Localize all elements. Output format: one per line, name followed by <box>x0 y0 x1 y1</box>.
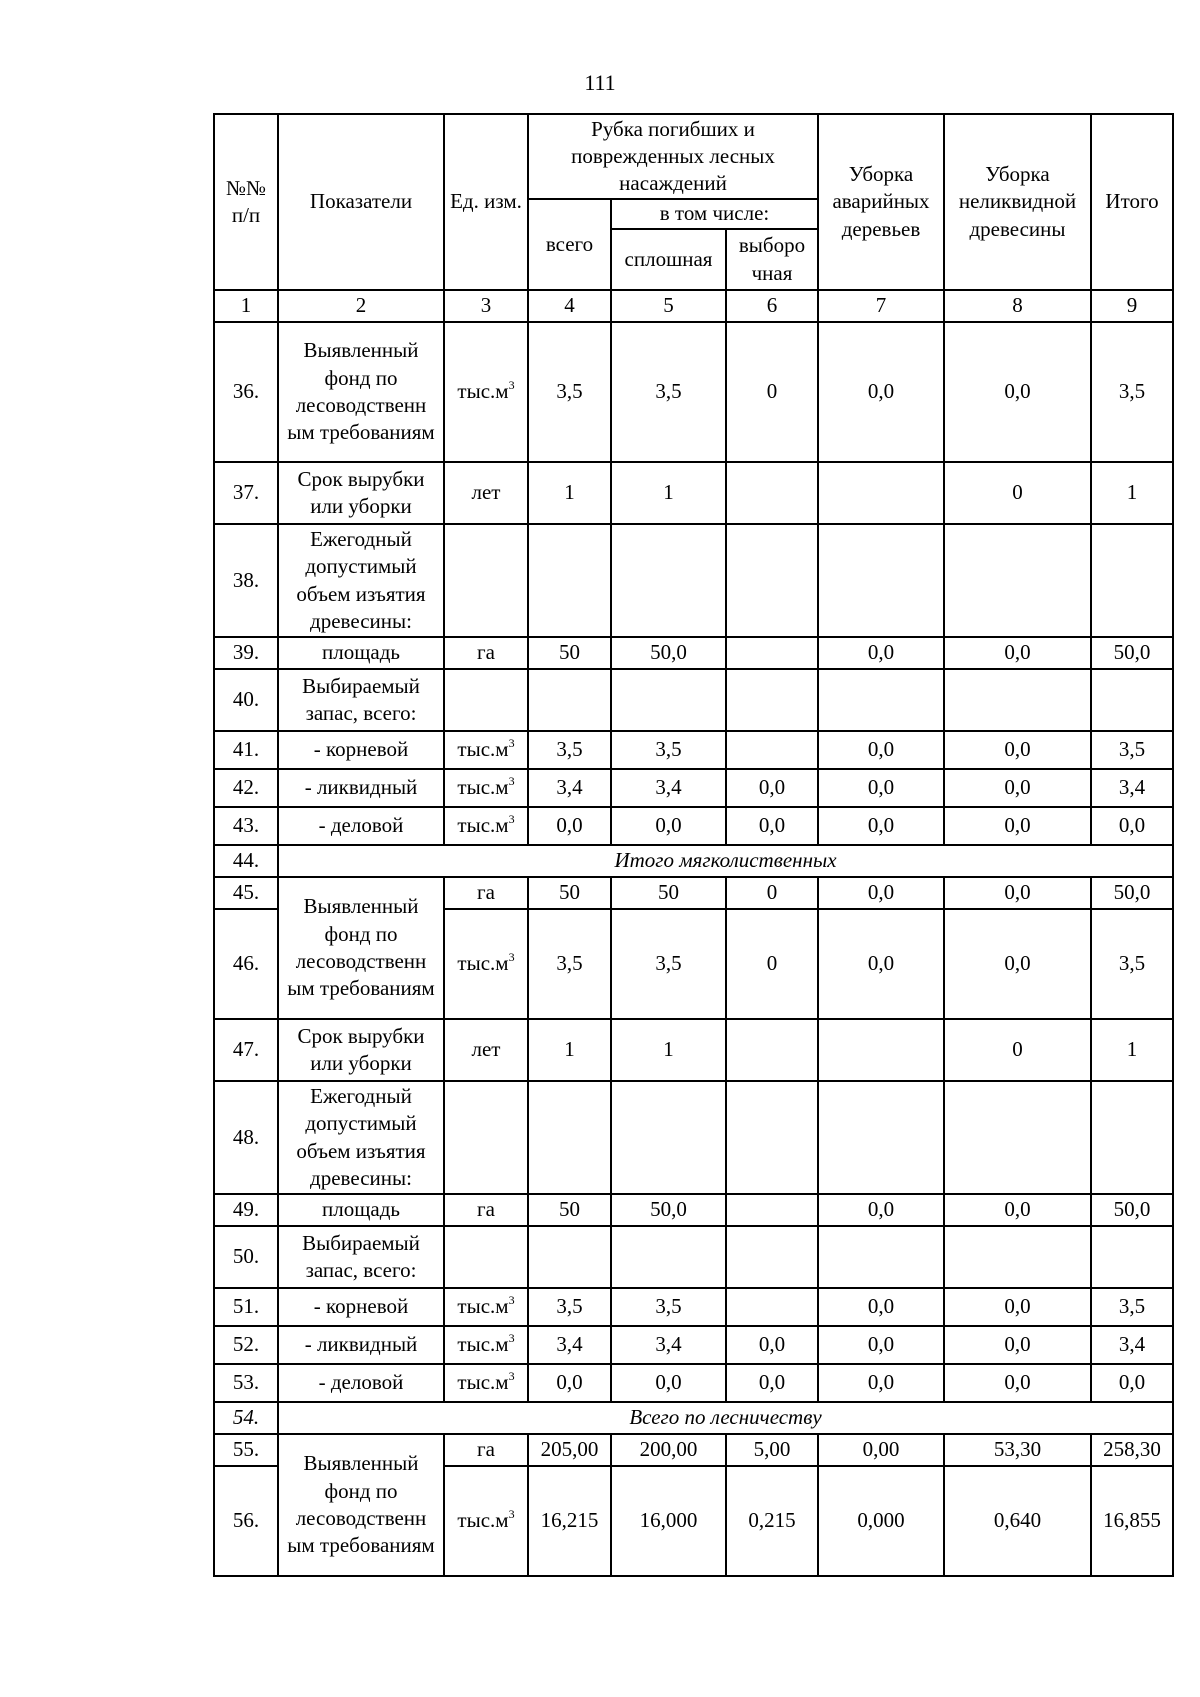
unit-text: тыс.м <box>457 1294 509 1319</box>
unit-superscript: 3 <box>508 1507 515 1522</box>
value-cell <box>944 524 1091 637</box>
indicator-label: Срок вырубки или уборки <box>278 462 444 524</box>
column-number: 3 <box>444 290 528 322</box>
value-cell: 0,640 <box>944 1466 1091 1576</box>
table-row <box>214 322 1173 462</box>
table-row <box>214 1402 1173 1434</box>
header-illiquid: Уборка неликвидной древесины <box>944 114 1091 290</box>
value-cell: 3,5 <box>611 322 726 462</box>
value-cell: 0,0 <box>944 322 1091 462</box>
unit-cell <box>444 669 528 731</box>
indicator-label: Ежегодный допустимый объем изъятия древесины: <box>278 1081 444 1194</box>
value-cell: 0 <box>726 877 818 909</box>
forest-data-table <box>213 113 1174 1577</box>
value-cell: 0,0 <box>944 807 1091 845</box>
row-number: 42. <box>214 769 278 807</box>
indicator-label: Срок вырубки или уборки <box>278 1019 444 1081</box>
unit-superscript: 3 <box>508 774 515 789</box>
value-cell: 0,0 <box>611 1364 726 1402</box>
value-cell <box>528 669 611 731</box>
value-cell <box>528 1226 611 1288</box>
section-title: Итого мягколиственных <box>278 845 1173 877</box>
value-cell: 0,0 <box>818 322 944 462</box>
value-cell <box>611 669 726 731</box>
value-cell: 53,30 <box>944 1434 1091 1466</box>
unit-text: га <box>477 1437 495 1462</box>
value-cell: 16,855 <box>1091 1466 1173 1576</box>
header-indicators: Показатели <box>278 114 444 290</box>
value-cell: 0,0 <box>818 769 944 807</box>
header-selective: выборо чная <box>726 229 818 290</box>
row-number: 41. <box>214 731 278 769</box>
value-cell: 3,4 <box>611 1326 726 1364</box>
row-number: 46. <box>214 909 278 1019</box>
value-cell: 0,0 <box>944 1326 1091 1364</box>
page-number: 111 <box>584 70 616 95</box>
value-cell <box>726 1226 818 1288</box>
unit-superscript: 3 <box>508 1331 515 1346</box>
value-cell: 0,0 <box>726 807 818 845</box>
unit-text: тыс.м <box>457 737 509 762</box>
indicator-label: - корневой <box>278 1288 444 1326</box>
unit-cell <box>444 462 528 524</box>
value-cell: 0,0 <box>528 807 611 845</box>
header-itogo: Итого <box>1091 114 1173 290</box>
indicator-label: - корневой <box>278 731 444 769</box>
table-row <box>214 669 1173 731</box>
value-cell: 16,000 <box>611 1466 726 1576</box>
value-cell <box>944 1081 1091 1194</box>
value-cell: 50 <box>528 877 611 909</box>
unit-superscript: 3 <box>508 1369 515 1384</box>
indicator-label: - ликвидный <box>278 1326 444 1364</box>
column-number: 1 <box>214 290 278 322</box>
value-cell: 3,5 <box>528 1288 611 1326</box>
column-number: 5 <box>611 290 726 322</box>
header-felling: Рубка погибших и поврежденных лесных насаждений <box>528 114 818 199</box>
value-cell <box>818 1081 944 1194</box>
indicator-label: Выявленный фонд по лесоводственн ым требованиям <box>278 1434 444 1576</box>
value-cell: 0,0 <box>944 909 1091 1019</box>
value-cell: 3,5 <box>528 909 611 1019</box>
table-row <box>214 637 1173 669</box>
value-cell: 0,215 <box>726 1466 818 1576</box>
value-cell: 0,0 <box>944 1364 1091 1402</box>
indicator-label: площадь <box>278 637 444 669</box>
value-cell: 0,0 <box>818 731 944 769</box>
unit-cell <box>444 909 528 1019</box>
value-cell: 0,0 <box>1091 1364 1173 1402</box>
unit-cell <box>444 637 528 669</box>
value-cell: 0 <box>944 462 1091 524</box>
value-cell: 3,4 <box>1091 769 1173 807</box>
value-cell <box>611 524 726 637</box>
value-cell: 3,5 <box>528 731 611 769</box>
value-cell: 0,0 <box>818 807 944 845</box>
value-cell: 0,0 <box>726 769 818 807</box>
value-cell: 3,4 <box>611 769 726 807</box>
table-row <box>214 462 1173 524</box>
value-cell: 0,0 <box>944 769 1091 807</box>
section-title: Всего по лесничеству <box>278 1402 1173 1434</box>
value-cell: 50,0 <box>1091 1194 1173 1226</box>
unit-text: тыс.м <box>457 813 509 838</box>
value-cell <box>944 1226 1091 1288</box>
value-cell: 5,00 <box>726 1434 818 1466</box>
unit-cell <box>444 877 528 909</box>
value-cell: 258,30 <box>1091 1434 1173 1466</box>
unit-text: тыс.м <box>457 1370 509 1395</box>
value-cell: 0 <box>944 1019 1091 1081</box>
column-number: 7 <box>818 290 944 322</box>
value-cell: 3,5 <box>1091 1288 1173 1326</box>
value-cell: 0,0 <box>726 1326 818 1364</box>
value-cell: 0,0 <box>818 1326 944 1364</box>
value-cell: 16,215 <box>528 1466 611 1576</box>
value-cell <box>611 1081 726 1194</box>
row-number: 40. <box>214 669 278 731</box>
value-cell: 0,0 <box>528 1364 611 1402</box>
row-number: 55. <box>214 1434 278 1466</box>
value-cell <box>818 524 944 637</box>
row-number: 36. <box>214 322 278 462</box>
value-cell: 0,0 <box>944 877 1091 909</box>
value-cell: 1 <box>528 462 611 524</box>
unit-cell <box>444 1081 528 1194</box>
unit-cell <box>444 1019 528 1081</box>
value-cell <box>726 524 818 637</box>
header-total: всего <box>528 199 611 290</box>
unit-text: га <box>477 640 495 665</box>
indicator-label: Выбираемый запас, всего: <box>278 669 444 731</box>
row-number: 43. <box>214 807 278 845</box>
row-number: 53. <box>214 1364 278 1402</box>
value-cell <box>726 637 818 669</box>
row-number: 45. <box>214 877 278 909</box>
value-cell: 1 <box>611 462 726 524</box>
table-row <box>214 1434 1173 1466</box>
unit-cell <box>444 1226 528 1288</box>
unit-cell <box>444 1288 528 1326</box>
unit-superscript: 3 <box>508 812 515 827</box>
unit-text: га <box>477 880 495 905</box>
header-including: в том числе: <box>611 199 818 229</box>
indicator-label: площадь <box>278 1194 444 1226</box>
value-cell: 0,0 <box>818 637 944 669</box>
unit-cell <box>444 1194 528 1226</box>
row-number: 44. <box>214 845 278 877</box>
row-number: 52. <box>214 1326 278 1364</box>
table-row <box>214 769 1173 807</box>
header-clear: сплошная <box>611 229 726 290</box>
value-cell: 0,0 <box>818 1194 944 1226</box>
table-row <box>214 1288 1173 1326</box>
value-cell: 50,0 <box>611 1194 726 1226</box>
value-cell: 200,00 <box>611 1434 726 1466</box>
value-cell: 50,0 <box>1091 637 1173 669</box>
unit-superscript: 3 <box>508 950 515 965</box>
header-num: №№ п/п <box>214 114 278 290</box>
value-cell <box>818 1226 944 1288</box>
value-cell <box>726 669 818 731</box>
value-cell: 50 <box>528 637 611 669</box>
value-cell: 0,0 <box>818 909 944 1019</box>
unit-text: тыс.м <box>457 379 509 404</box>
value-cell <box>726 462 818 524</box>
table-row <box>214 524 1173 637</box>
value-cell <box>726 1081 818 1194</box>
value-cell: 0,0 <box>944 1288 1091 1326</box>
value-cell: 205,00 <box>528 1434 611 1466</box>
value-cell: 1 <box>1091 462 1173 524</box>
unit-cell <box>444 807 528 845</box>
value-cell: 0,0 <box>818 1288 944 1326</box>
header-emergency: Уборка аварийных деревьев <box>818 114 944 290</box>
value-cell: 3,5 <box>611 731 726 769</box>
column-number: 4 <box>528 290 611 322</box>
column-number: 8 <box>944 290 1091 322</box>
table-row <box>214 731 1173 769</box>
value-cell: 3,5 <box>528 322 611 462</box>
row-number: 56. <box>214 1466 278 1576</box>
value-cell: 0 <box>726 322 818 462</box>
value-cell <box>611 1226 726 1288</box>
table-row <box>214 1019 1173 1081</box>
unit-cell <box>444 1326 528 1364</box>
value-cell <box>1091 1081 1173 1194</box>
value-cell: 3,4 <box>1091 1326 1173 1364</box>
value-cell: 0,0 <box>1091 807 1173 845</box>
value-cell: 50,0 <box>611 637 726 669</box>
row-number: 48. <box>214 1081 278 1194</box>
value-cell <box>528 1081 611 1194</box>
row-number: 49. <box>214 1194 278 1226</box>
unit-text: тыс.м <box>457 1332 509 1357</box>
value-cell: 50 <box>611 877 726 909</box>
value-cell <box>726 1019 818 1081</box>
value-cell <box>944 669 1091 731</box>
value-cell: 0,000 <box>818 1466 944 1576</box>
column-number: 9 <box>1091 290 1173 322</box>
value-cell: 0,0 <box>944 637 1091 669</box>
column-number-row <box>214 290 1173 322</box>
table-row <box>214 1081 1173 1194</box>
row-number: 51. <box>214 1288 278 1326</box>
row-number: 39. <box>214 637 278 669</box>
table-row <box>214 1194 1173 1226</box>
unit-cell <box>444 524 528 637</box>
column-number: 6 <box>726 290 818 322</box>
value-cell: 0,00 <box>818 1434 944 1466</box>
value-cell <box>726 1288 818 1326</box>
value-cell: 3,5 <box>1091 909 1173 1019</box>
unit-cell <box>444 731 528 769</box>
table-row <box>214 807 1173 845</box>
value-cell: 3,5 <box>1091 731 1173 769</box>
header-unit: Ед. изм. <box>444 114 528 290</box>
unit-text: тыс.м <box>457 775 509 800</box>
indicator-label: - ликвидный <box>278 769 444 807</box>
value-cell <box>726 1194 818 1226</box>
row-number: 50. <box>214 1226 278 1288</box>
value-cell: 1 <box>1091 1019 1173 1081</box>
table-row <box>214 1326 1173 1364</box>
unit-text: тыс.м <box>457 951 509 976</box>
value-cell: 50 <box>528 1194 611 1226</box>
unit-superscript: 3 <box>508 736 515 751</box>
unit-text: га <box>477 1197 495 1222</box>
unit-text: лет <box>471 1037 501 1062</box>
value-cell <box>1091 669 1173 731</box>
value-cell: 0,0 <box>944 731 1091 769</box>
unit-text: тыс.м <box>457 1508 509 1533</box>
unit-cell <box>444 1434 528 1466</box>
value-cell <box>1091 1226 1173 1288</box>
unit-cell <box>444 322 528 462</box>
value-cell: 0,0 <box>818 1364 944 1402</box>
indicator-label: Ежегодный допустимый объем изъятия древесины: <box>278 524 444 637</box>
unit-superscript: 3 <box>508 378 515 393</box>
value-cell: 3,5 <box>611 909 726 1019</box>
row-number: 38. <box>214 524 278 637</box>
row-number: 37. <box>214 462 278 524</box>
value-cell <box>528 524 611 637</box>
indicator-label: Выбираемый запас, всего: <box>278 1226 444 1288</box>
row-number: 47. <box>214 1019 278 1081</box>
value-cell: 3,5 <box>611 1288 726 1326</box>
value-cell: 3,4 <box>528 769 611 807</box>
indicator-label: Выявленный фонд по лесоводственн ым требованиям <box>278 877 444 1019</box>
row-number: 54. <box>214 1402 278 1434</box>
value-cell <box>726 731 818 769</box>
value-cell: 1 <box>528 1019 611 1081</box>
value-cell: 1 <box>611 1019 726 1081</box>
value-cell <box>818 462 944 524</box>
unit-cell <box>444 1364 528 1402</box>
unit-cell <box>444 769 528 807</box>
indicator-label: Выявленный фонд по лесоводственн ым требованиям <box>278 322 444 462</box>
table-row <box>214 1226 1173 1288</box>
value-cell: 0,0 <box>818 877 944 909</box>
unit-cell <box>444 1466 528 1576</box>
indicator-label: - деловой <box>278 1364 444 1402</box>
value-cell: 0,0 <box>611 807 726 845</box>
value-cell: 0,0 <box>726 1364 818 1402</box>
indicator-label: - деловой <box>278 807 444 845</box>
value-cell: 3,4 <box>528 1326 611 1364</box>
unit-text: лет <box>471 480 501 505</box>
value-cell: 0 <box>726 909 818 1019</box>
value-cell <box>818 669 944 731</box>
column-number: 2 <box>278 290 444 322</box>
table-row <box>214 877 1173 909</box>
value-cell: 50,0 <box>1091 877 1173 909</box>
value-cell <box>1091 524 1173 637</box>
value-cell <box>818 1019 944 1081</box>
table-row <box>214 1364 1173 1402</box>
unit-superscript: 3 <box>508 1293 515 1308</box>
value-cell: 0,0 <box>944 1194 1091 1226</box>
value-cell: 3,5 <box>1091 322 1173 462</box>
table-row <box>214 845 1173 877</box>
